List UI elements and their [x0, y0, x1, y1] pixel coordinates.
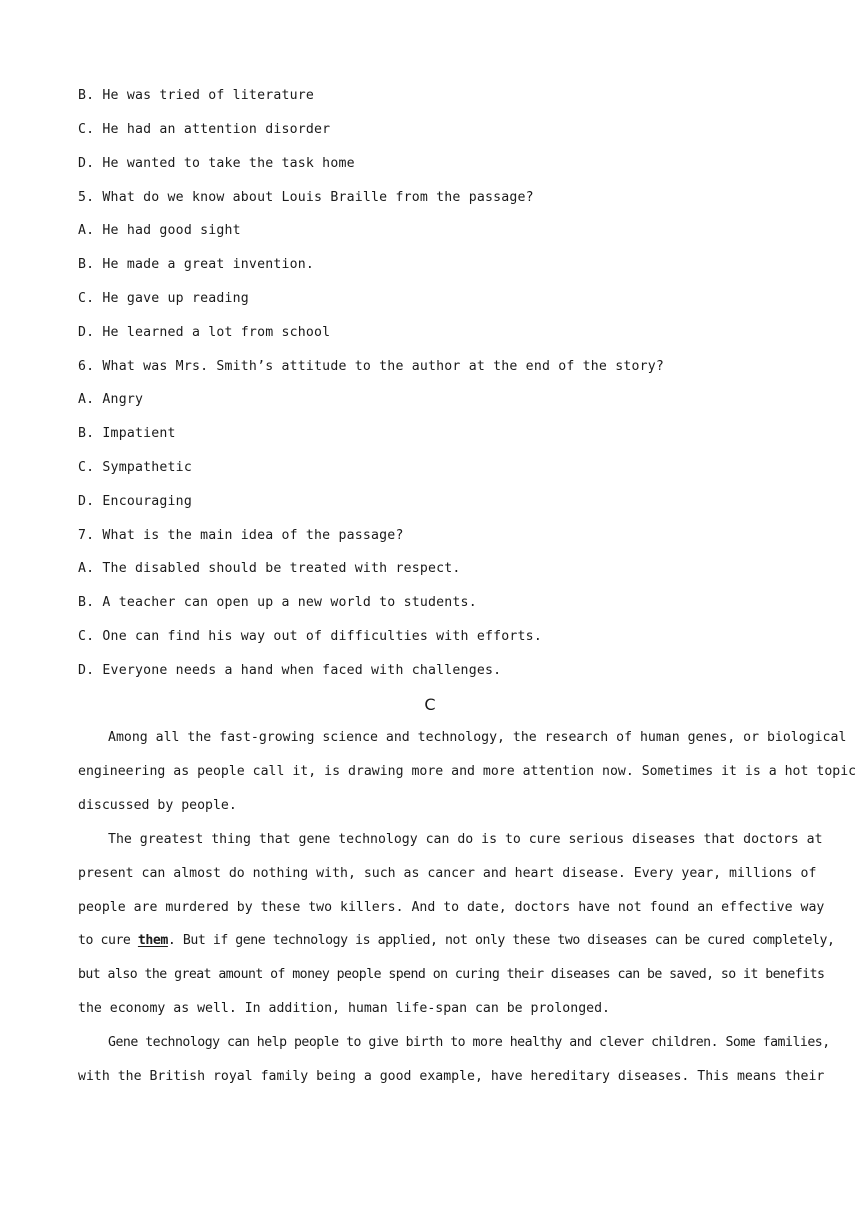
paragraph-line: but also the great amount of money people spend on curing their diseases can be saved, so it benefits: [78, 967, 825, 982]
paragraph-line: the economy as well. In addition, human life-span can be prolonged.: [78, 1001, 610, 1016]
q4-option-d: D. He wanted to take the task home: [78, 156, 355, 171]
q4-option-c: C. He had an attention disorder: [78, 122, 331, 137]
q5-stem: 5. What do we know about Louis Braille from the passage?: [78, 190, 534, 205]
paragraph-line: Among all the fast-growing science and technology, the research of human genes, or biological: [108, 730, 847, 745]
q7-stem: 7. What is the main idea of the passage?: [78, 528, 404, 543]
text-segment: . But if gene technology is applied, not only these two diseases can be cured completely,: [167, 933, 835, 948]
q6-option-d: D. Encouraging: [78, 494, 192, 509]
q5-option-d: D. He learned a lot from school: [78, 325, 331, 340]
q7-option-d: D. Everyone needs a hand when faced with challenges.: [78, 663, 502, 678]
paragraph-line: The greatest thing that gene technology can do is to cure serious diseases that doctors at: [108, 832, 823, 847]
text-segment: to cure: [78, 933, 138, 948]
section-heading: C: [424, 695, 436, 714]
paragraph-line: discussed by people.: [78, 798, 237, 813]
paragraph-line: with the British royal family being a good example, have hereditary diseases. This means their: [78, 1069, 825, 1084]
q6-option-b: B. Impatient: [78, 426, 176, 441]
q5-option-a: A. He had good sight: [78, 223, 241, 238]
q7-option-c: C. One can find his way out of difficulties with efforts.: [78, 629, 542, 644]
q7-option-a: A. The disabled should be treated with respect.: [78, 561, 461, 576]
paragraph-line: present can almost do nothing with, such as cancer and heart disease. Every year, millions of: [78, 866, 817, 881]
paragraph-line-with-underline: [78, 932, 835, 950]
underlined-word: them: [137, 933, 168, 948]
q5-option-b: B. He made a great invention.: [78, 257, 315, 272]
paragraph-line: Gene technology can help people to give birth to more healthy and clever children. Some families,: [108, 1035, 830, 1050]
q6-option-c: C. Sympathetic: [78, 460, 192, 475]
q6-option-a: A. Angry: [78, 392, 144, 407]
q4-option-b: B. He was tried of literature: [78, 88, 315, 103]
q5-option-c: C. He gave up reading: [78, 291, 249, 306]
q6-stem: 6. What was Mrs. Smith’s attitude to the author at the end of the story?: [78, 359, 665, 374]
q7-option-b: B. A teacher can open up a new world to students.: [78, 595, 477, 610]
paragraph-line: people are murdered by these two killers. And to date, doctors have not found an effective way: [78, 900, 825, 915]
paragraph-line: engineering as people call it, is drawing more and more attention now. Sometimes it is a hot topic: [78, 764, 857, 779]
